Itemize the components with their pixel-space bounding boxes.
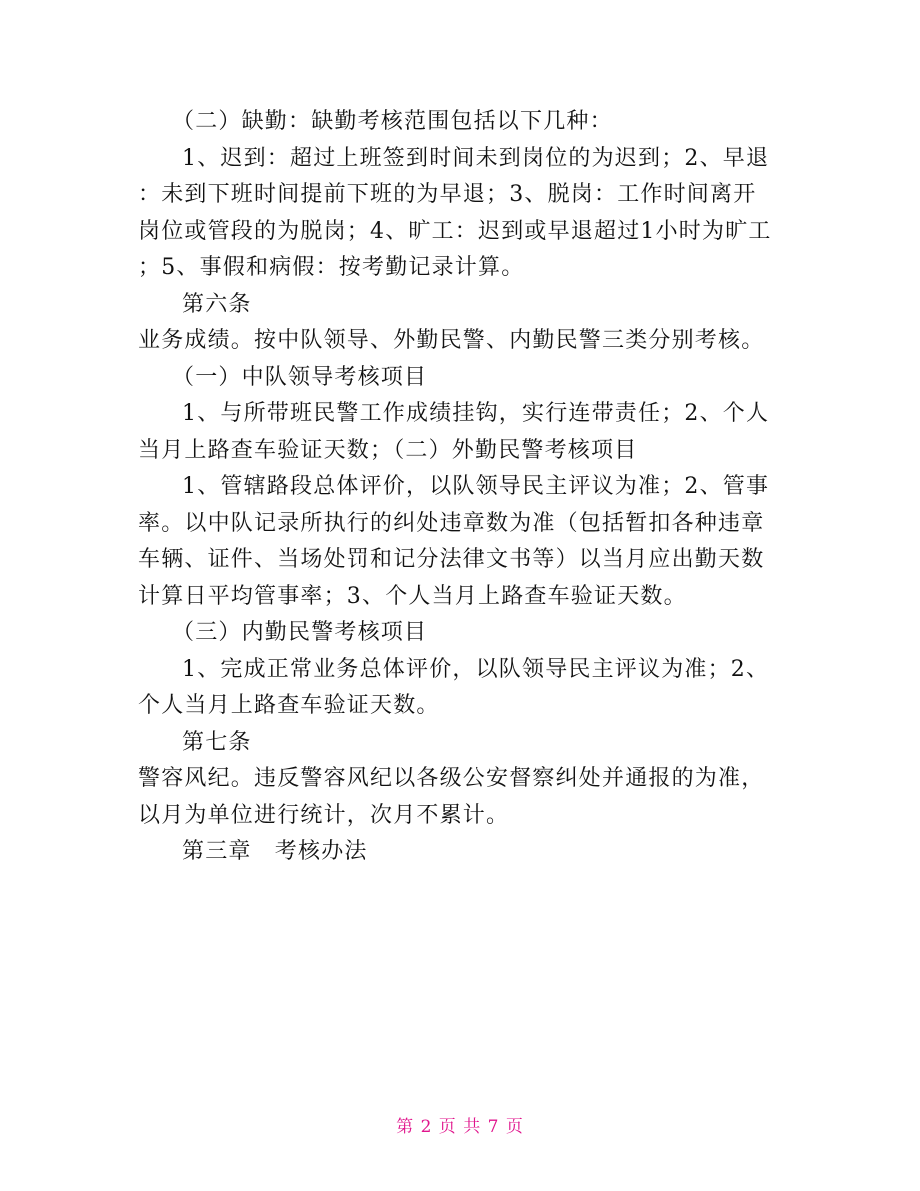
text-line: 1、完成正常业务总体评价，以队领导民主评议为准；2、 — [182, 656, 770, 682]
text-line: 1、管辖路段总体评价，以队领导民主评议为准；2、管事 — [182, 474, 770, 499]
section-heading: （三）内勤民警考核项目 — [172, 620, 428, 645]
text-line: 业务成绩。按中队领导、外勤民警、内勤民警三类分别考核。 — [138, 328, 765, 353]
text-line: 以月为单位进行统计，次月不累计。 — [138, 802, 510, 828]
text-line: 车辆、证件、当场处罚和记分法律文书等）以当月应出勤天数 — [138, 547, 765, 572]
text-line: 当月上路查车验证天数；（二）外勤民警考核项目 — [138, 437, 638, 463]
text-line: 个人当月上路查车验证天数。 — [138, 693, 440, 718]
section-heading: （一）中队领导考核项目 — [172, 364, 428, 390]
article-heading: 第六条 — [182, 291, 252, 317]
article-heading: 第七条 — [182, 729, 252, 755]
page-footer — [0, 1112, 920, 1137]
text-line: 警容风纪。违反警容风纪以各级公安督察纠处并通报的为准， — [138, 766, 765, 791]
page-number-label: 第 2 页 共 7 页 — [396, 1117, 524, 1137]
chapter-heading: 第三章 考核办法 — [182, 839, 368, 864]
text-line: 1、迟到：超过上班签到时间未到岗位的为迟到；2、早退 — [182, 145, 770, 171]
text-line: ：未到下班时间提前下班的为早退；3、脱岗：工作时间离开 — [138, 182, 757, 207]
text-line: 计算日平均管事率；3、个人当月上路查车验证天数。 — [138, 583, 687, 609]
document-body — [138, 104, 788, 871]
text-line: （二）缺勤：缺勤考核范围包括以下几种： — [172, 109, 613, 134]
text-line: 率。以中队记录所执行的纠处违章数为准（包括暂扣各种违章 — [138, 510, 765, 536]
text-line: ；5、事假和病假：按考勤记录计算。 — [138, 255, 525, 280]
text-line: 1、与所带班民警工作成绩挂钩，实行连带责任；2、个人 — [182, 401, 770, 426]
text-line: 岗位或管段的为脱岗；4、旷工：迟到或早退超过1小时为旷工 — [138, 218, 772, 244]
